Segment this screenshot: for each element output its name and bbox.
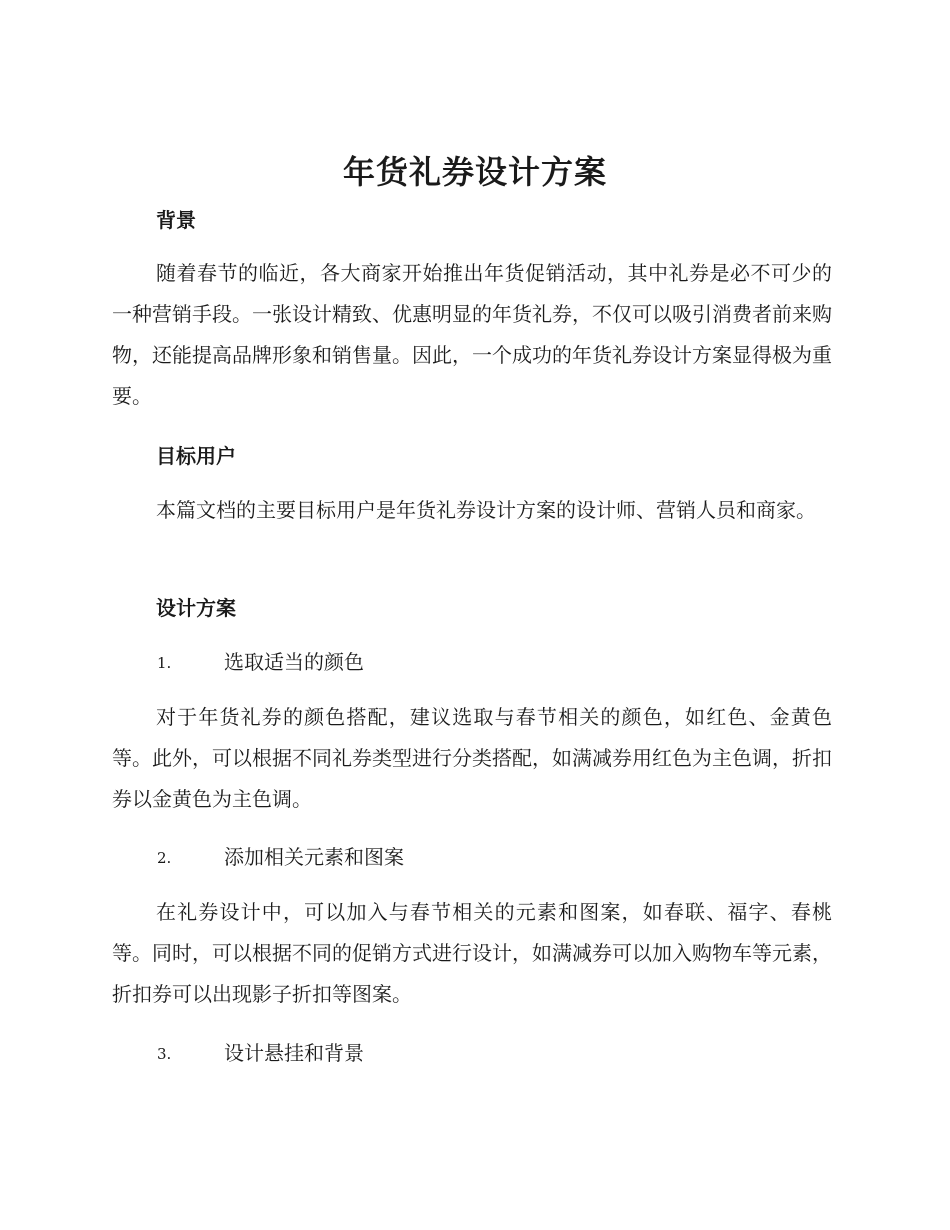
list-item-title-2: 添加相关元素和图案 — [224, 845, 404, 869]
list-item-title-3: 设计悬挂和背景 — [224, 1041, 364, 1065]
list-item-number-2: 2. — [157, 849, 172, 867]
section-heading-background: 背景 — [156, 208, 196, 232]
list-item-number-3: 3. — [157, 1045, 172, 1063]
section-heading-design: 设计方案 — [156, 596, 236, 620]
list-item-number-1: 1. — [157, 654, 172, 672]
section-heading-target-users: 目标用户 — [156, 444, 236, 468]
list-item-title-1: 选取适当的颜色 — [224, 650, 364, 674]
list-item-paragraph-2: 在礼券设计中，可以加入与春节相关的元素和图案，如春联、福字、春桃等。同时，可以根据不同的促销方式进行设计，如满减券可以加入购物车等元素，折扣券可以出现影子折扣等图案。 — [112, 900, 832, 1006]
document-title: 年货礼券设计方案 — [342, 153, 607, 191]
list-item-paragraph-1: 对于年货礼券的颜色搭配，建议选取与春节相关的颜色，如红色、金黄色等。此外，可以根据不同礼券类型进行分类搭配，如满减券用红色为主色调，折扣券以金黄色为主色调。 — [112, 705, 832, 811]
background-paragraph: 随着春节的临近，各大商家开始推出年货促销活动，其中礼券是必不可少的一种营销手段。一张设计精致、优惠明显的年货礼券，不仅可以吸引消费者前来购物，还能提高品牌形象和销售量。因此，一个成功的年货礼券设计方案显得极为重要。 — [112, 261, 832, 408]
target-users-paragraph: 本篇文档的主要目标用户是年货礼券设计方案的设计师、营销人员和商家。 — [156, 498, 816, 522]
